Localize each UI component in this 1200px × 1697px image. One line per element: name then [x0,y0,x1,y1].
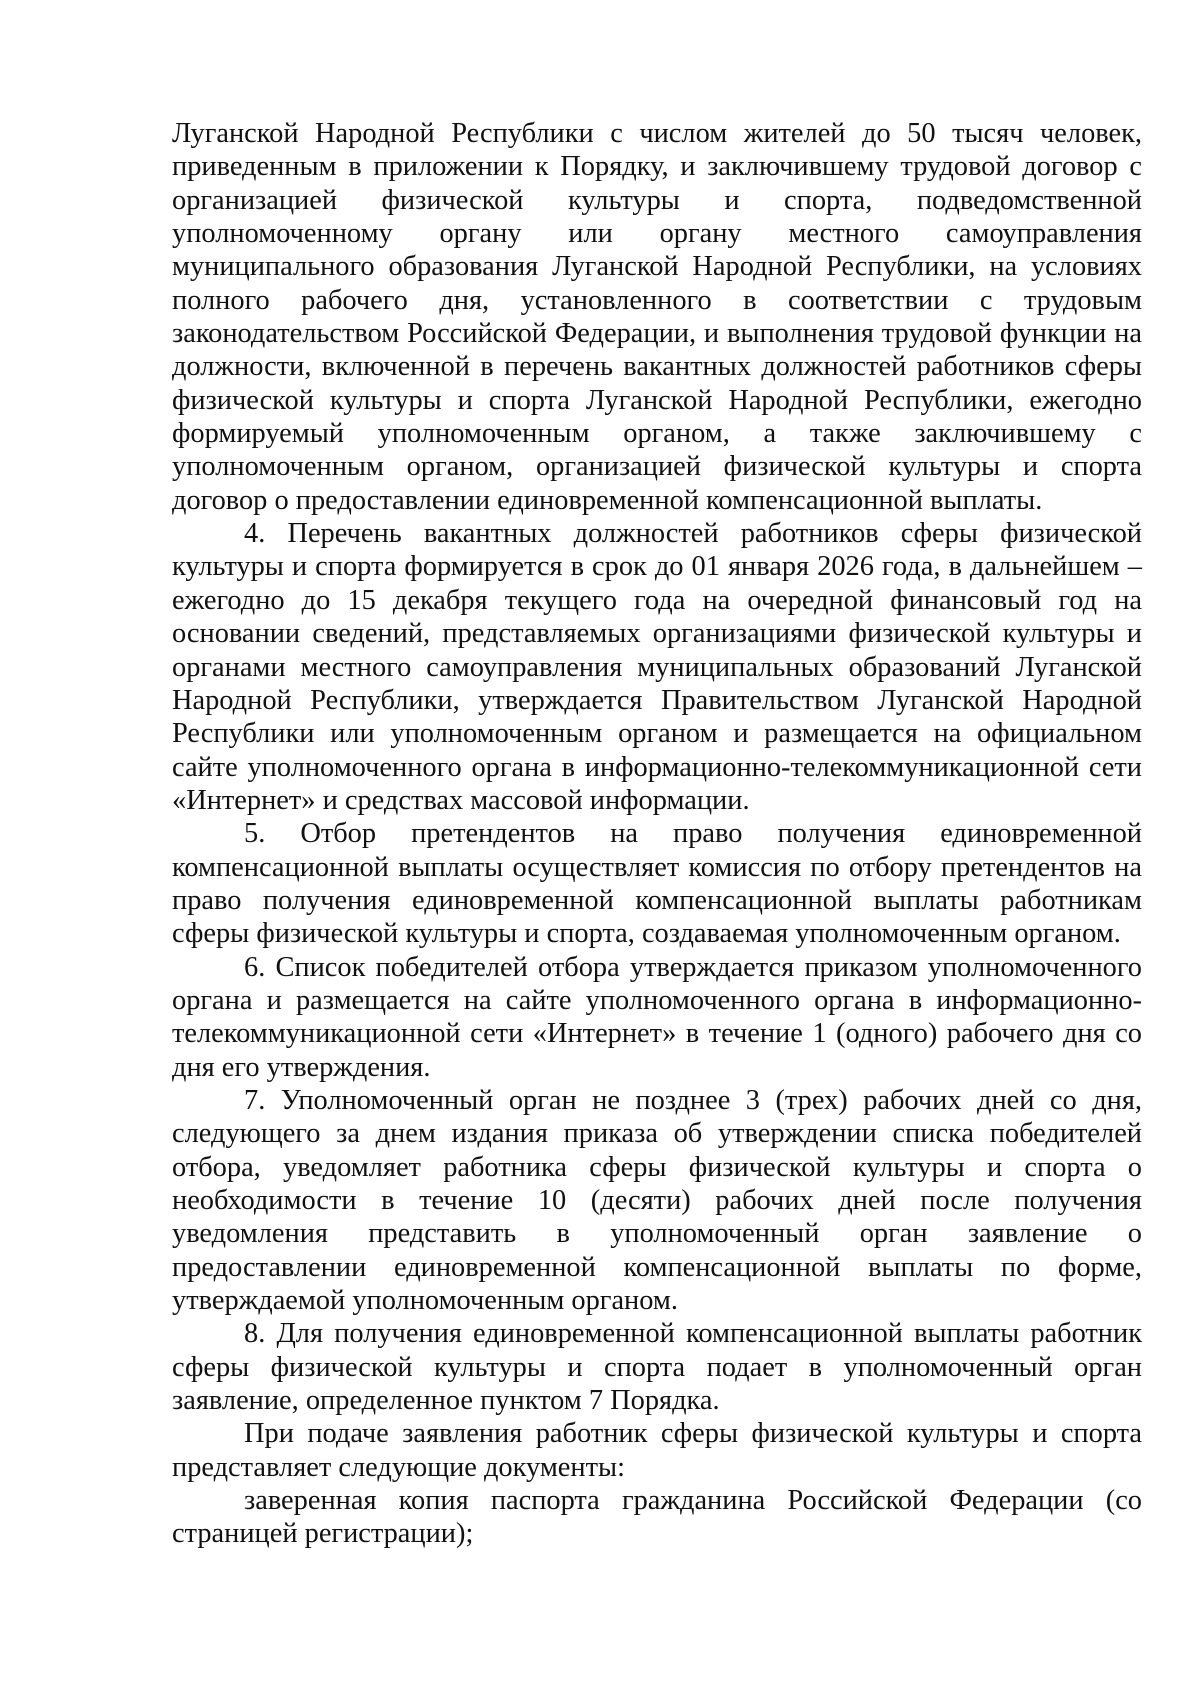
paragraph-passport-copy: заверенная копия паспорта гражданина Российской Федерации (со страницей регистрации); [172,1485,1142,1550]
paragraph-continuation: Луганской Народной Республики с числом жителей до 50 тысяч человек, приведенным в приложении к Порядку, и заключившему трудовой договор с организацией физической культуры и спорта, подведомственной уполномоченному органу или органу местного самоуправления муниципального образования Луганской Народной Республики, на условиях полного рабочего дня, установленного в соответствии с трудовым законодательством Российской Федерации, и выполнения трудовой функции на должности, включенной в перечень вакантных должностей работников сферы физической культуры и спорта Луганской Народной Республики, ежегодно формируемый уполномоченным органом, а также заключившему с уполномоченным органом, организацией физической культуры и спорта договор о предоставлении единовременной компенсационной выплаты. [172,118,1142,516]
paragraph-item-7: 7. Уполномоченный орган не позднее 3 (трех) рабочих дней со дня, следующего за днем издания приказа об утверждении списка победителей отбора, уведомляет работника сферы физической культуры и спорта о необходимости в течение 10 (десяти) рабочих дней после получения уведомления представить в уполномоченный орган заявление о предоставлении единовременной компенсационной выплаты по форме, утверждаемой уполномоченным органом. [172,1084,1142,1317]
paragraph-item-4: 4. Перечень вакантных должностей работников сферы физической культуры и спорта формируется в срок до 01 января 2026 года, в дальнейшем – ежегодно до 15 декабря текущего года на очередной финансовый год на основании сведений, представляемых организациями физической культуры и органами местного самоуправления муниципальных образований Луганской Народной Республики, утверждается Правительством Луганской Народной Республики или уполномоченным органом и размещается на официальном сайте уполномоченного органа в информационно-телекоммуникационной сети «Интернет» и средствах массовой информации. [172,518,1142,816]
paragraph-item-5: 5. Отбор претендентов на право получения единовременной компенсационной выплаты осуществляет комиссия по отбору претендентов на право получения единовременной компенсационной выплаты работникам сферы физической культуры и спорта, создаваемая уполномоченным органом. [172,818,1142,950]
paragraph-documents-intro: При подаче заявления работник сферы физической культуры и спорта представляет следующие документы: [172,1418,1142,1483]
paragraph-item-8: 8. Для получения единовременной компенсационной выплаты работник сферы физической культуры и спорта подает в уполномоченный орган заявление, определенное пунктом 7 Порядка. [172,1318,1142,1417]
paragraph-item-6: 6. Список победителей отбора утверждается приказом уполномоченного органа и размещается на сайте уполномоченного органа в информационно-телекоммуникационной сети «Интернет» в течение 1 (одного) рабочего дня со дня его утверждения. [172,951,1142,1083]
document-body [172,117,1142,1551]
